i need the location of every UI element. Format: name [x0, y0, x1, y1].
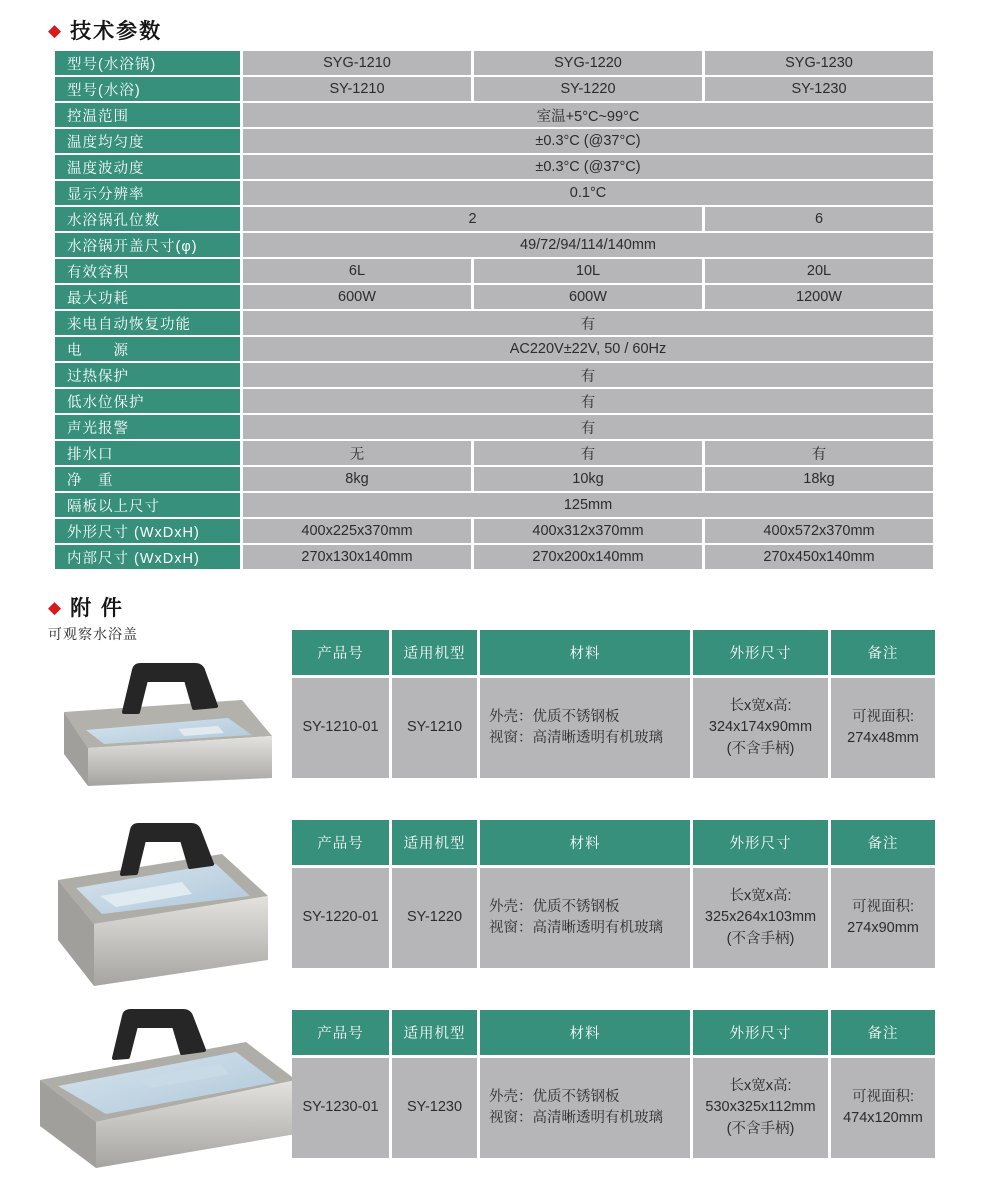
spec-value: 8kg: [243, 467, 471, 491]
spec-value: 有: [243, 415, 933, 439]
dimensions-line: 长x宽x高:: [729, 698, 792, 715]
spec-row-resolution: [55, 181, 933, 205]
material-line: 视窗：高清晰透明有机玻璃: [489, 920, 663, 936]
water-bath-cover-image-1: [28, 648, 278, 788]
acc-cell-model: SY-1230: [392, 1058, 477, 1158]
acc-header-dimensions: 外形尺寸: [693, 1010, 828, 1055]
spec-value: ±0.3°C (@37°C): [243, 129, 933, 153]
acc-header-material: 材料: [480, 820, 690, 865]
acc-header-product-no: 产品号: [292, 820, 389, 865]
spec-value: 49/72/94/114/140mm: [243, 233, 933, 257]
acc-header-model: 适用机型: [392, 1010, 477, 1055]
spec-row-label: 有效容积: [55, 259, 240, 283]
spec-row-label: 型号(水浴): [55, 77, 240, 101]
spec-value: 600W: [243, 285, 471, 309]
spec-value: SY-1210: [243, 77, 471, 101]
acc-cell-material: [480, 1058, 690, 1158]
spec-row-temp-range: [55, 103, 933, 127]
diamond-bullet-icon: ◆: [48, 20, 62, 40]
spec-value: 无: [243, 441, 471, 465]
acc-cell-product-no: SY-1230-01: [292, 1058, 389, 1158]
dimensions-line: 530x325x112mm: [705, 1099, 816, 1116]
spec-value: 室温+5°C~99°C: [243, 103, 933, 127]
spec-row-label: 最大功耗: [55, 285, 240, 309]
note-line: 274x48mm: [847, 730, 919, 746]
spec-row-label: 净 重: [55, 467, 240, 491]
spec-value: 6L: [243, 259, 471, 283]
tech-section-title-text: 技术参数: [70, 20, 163, 43]
spec-row-fluctuation: [55, 155, 933, 179]
spec-value: 400x225x370mm: [243, 519, 471, 543]
spec-value: 10kg: [474, 467, 702, 491]
spec-value: 0.1°C: [243, 181, 933, 205]
material-line: 外壳：优质不锈钢板: [489, 708, 620, 725]
spec-value: SYG-1220: [474, 51, 702, 75]
accessory-section-title-text: 附 件: [70, 597, 124, 620]
spec-value: 270x450x140mm: [705, 545, 933, 569]
spec-value: 125mm: [243, 493, 933, 517]
acc-header-dimensions: 外形尺寸: [693, 820, 828, 865]
spec-value: 18kg: [705, 467, 933, 491]
spec-value: 10L: [474, 259, 702, 283]
spec-row-label: 控温范围: [55, 103, 240, 127]
spec-row-capacity: [55, 259, 933, 283]
spec-row-label: 内部尺寸 (WxDxH): [55, 545, 240, 569]
spec-value: 有: [474, 441, 702, 465]
acc-cell-note: [831, 678, 935, 778]
water-bath-cover-illustration: [18, 1000, 303, 1176]
acc-header-note: 备注: [831, 820, 935, 865]
spec-row-auto-recovery: [55, 311, 933, 335]
acc-cell-note: [831, 868, 935, 968]
tech-section-title: [48, 15, 162, 45]
acc-cell-model: SY-1220: [392, 868, 477, 968]
spec-row-label: 隔板以上尺寸: [55, 493, 240, 517]
spec-row-overheat: [55, 363, 933, 387]
spec-value: 有: [705, 441, 933, 465]
accessory-table-header: [292, 820, 935, 865]
spec-row-label: 排水口: [55, 441, 240, 465]
accessory-table-3: [292, 1010, 935, 1158]
spec-row-holes: [55, 207, 933, 231]
spec-value: 1200W: [705, 285, 933, 309]
acc-header-model: 适用机型: [392, 630, 477, 675]
spec-row-label: 显示分辨率: [55, 181, 240, 205]
accessory-table-1: [292, 630, 935, 778]
note-line: 可视面积:: [851, 898, 915, 915]
diamond-bullet-icon: ◆: [48, 597, 62, 617]
acc-cell-note: [831, 1058, 935, 1158]
spec-row-label: 过热保护: [55, 363, 240, 387]
water-bath-cover-image-2: [30, 808, 275, 990]
spec-value: 20L: [705, 259, 933, 283]
spec-row-inner-size: [55, 545, 933, 569]
spec-row-label: 水浴锅孔位数: [55, 207, 240, 231]
spec-value: 600W: [474, 285, 702, 309]
spec-row-outer-size: [55, 519, 933, 543]
spec-value: 有: [243, 363, 933, 387]
spec-row-label: 温度波动度: [55, 155, 240, 179]
spec-value: 2: [243, 207, 702, 231]
spec-row-label: 电 源: [55, 337, 240, 361]
note-line: 274x90mm: [847, 920, 919, 936]
spec-value: 400x312x370mm: [474, 519, 702, 543]
spec-value: SYG-1230: [705, 51, 933, 75]
dimensions-line: 长x宽x高:: [729, 1078, 792, 1095]
dimensions-line: 长x宽x高:: [729, 888, 792, 905]
dimensions-line: 324x174x90mm: [708, 719, 813, 736]
acc-header-note: 备注: [831, 630, 935, 675]
spec-value: 有: [243, 311, 933, 335]
spec-row-label: 水浴锅开盖尺寸(φ): [55, 233, 240, 257]
material-line: 外壳：优质不锈钢板: [489, 1088, 620, 1105]
spec-table: [55, 51, 933, 569]
spec-value: AC220V±22V, 50 / 60Hz: [243, 337, 933, 361]
note-line: 可视面积:: [851, 708, 915, 725]
spec-row-uniformity: [55, 129, 933, 153]
spec-value: SY-1220: [474, 77, 702, 101]
spec-value: ±0.3°C (@37°C): [243, 155, 933, 179]
acc-header-material: 材料: [480, 1010, 690, 1055]
spec-row-label: 型号(水浴锅): [55, 51, 240, 75]
spec-row-low-water: [55, 389, 933, 413]
acc-header-product-no: 产品号: [292, 630, 389, 675]
spec-row-label: 声光报警: [55, 415, 240, 439]
spec-value: 有: [243, 389, 933, 413]
note-line: 474x120mm: [843, 1110, 923, 1126]
accessory-table-2: [292, 820, 935, 968]
spec-row-label: 外形尺寸 (WxDxH): [55, 519, 240, 543]
accessory-table-header: [292, 1010, 935, 1055]
spec-row-alarm: [55, 415, 933, 439]
dimensions-line: (不含手柄): [726, 740, 795, 757]
accessory-table-row: [292, 1058, 935, 1158]
spec-row-model-bath: [55, 77, 933, 101]
accessory-table-header: [292, 630, 935, 675]
acc-cell-product-no: SY-1220-01: [292, 868, 389, 968]
dimensions-line: 325x264x103mm: [704, 909, 817, 926]
spec-row-label: 温度均匀度: [55, 129, 240, 153]
spec-row-label: 低水位保护: [55, 389, 240, 413]
spec-value: 6: [705, 207, 933, 231]
material-line: 外壳：优质不锈钢板: [489, 898, 620, 915]
acc-cell-material: [480, 868, 690, 968]
acc-header-note: 备注: [831, 1010, 935, 1055]
spec-value: 270x130x140mm: [243, 545, 471, 569]
acc-cell-dimensions: [693, 1058, 828, 1158]
acc-cell-dimensions: [693, 678, 828, 778]
acc-cell-material: [480, 678, 690, 778]
acc-cell-product-no: SY-1210-01: [292, 678, 389, 778]
spec-value: 400x572x370mm: [705, 519, 933, 543]
spec-row-model-pot: [55, 51, 933, 75]
material-line: 视窗：高清晰透明有机玻璃: [489, 730, 663, 746]
acc-cell-model: SY-1210: [392, 678, 477, 778]
water-bath-cover-image-3: [18, 1000, 303, 1176]
accessory-section-title: [48, 592, 124, 622]
accessory-table-row: [292, 678, 935, 778]
spec-value: SY-1230: [705, 77, 933, 101]
accessory-table-row: [292, 868, 935, 968]
dimensions-line: (不含手柄): [726, 930, 795, 947]
acc-header-model: 适用机型: [392, 820, 477, 865]
water-bath-cover-illustration: [28, 648, 278, 788]
spec-row-above-partition: [55, 493, 933, 517]
spec-row-power-max: [55, 285, 933, 309]
spec-row-lid-size: [55, 233, 933, 257]
spec-value: SYG-1210: [243, 51, 471, 75]
acc-header-dimensions: 外形尺寸: [693, 630, 828, 675]
spec-row-power-supply: [55, 337, 933, 361]
material-line: 视窗：高清晰透明有机玻璃: [489, 1110, 663, 1126]
spec-row-drain: [55, 441, 933, 465]
acc-header-material: 材料: [480, 630, 690, 675]
note-line: 可视面积:: [851, 1088, 915, 1105]
spec-row-weight: [55, 467, 933, 491]
spec-row-label: 来电自动恢复功能: [55, 311, 240, 335]
spec-value: 270x200x140mm: [474, 545, 702, 569]
acc-header-product-no: 产品号: [292, 1010, 389, 1055]
water-bath-cover-illustration: [30, 808, 275, 990]
acc-cell-dimensions: [693, 868, 828, 968]
dimensions-line: (不含手柄): [726, 1120, 795, 1137]
accessory-caption: 可观察水浴盖: [48, 626, 138, 642]
